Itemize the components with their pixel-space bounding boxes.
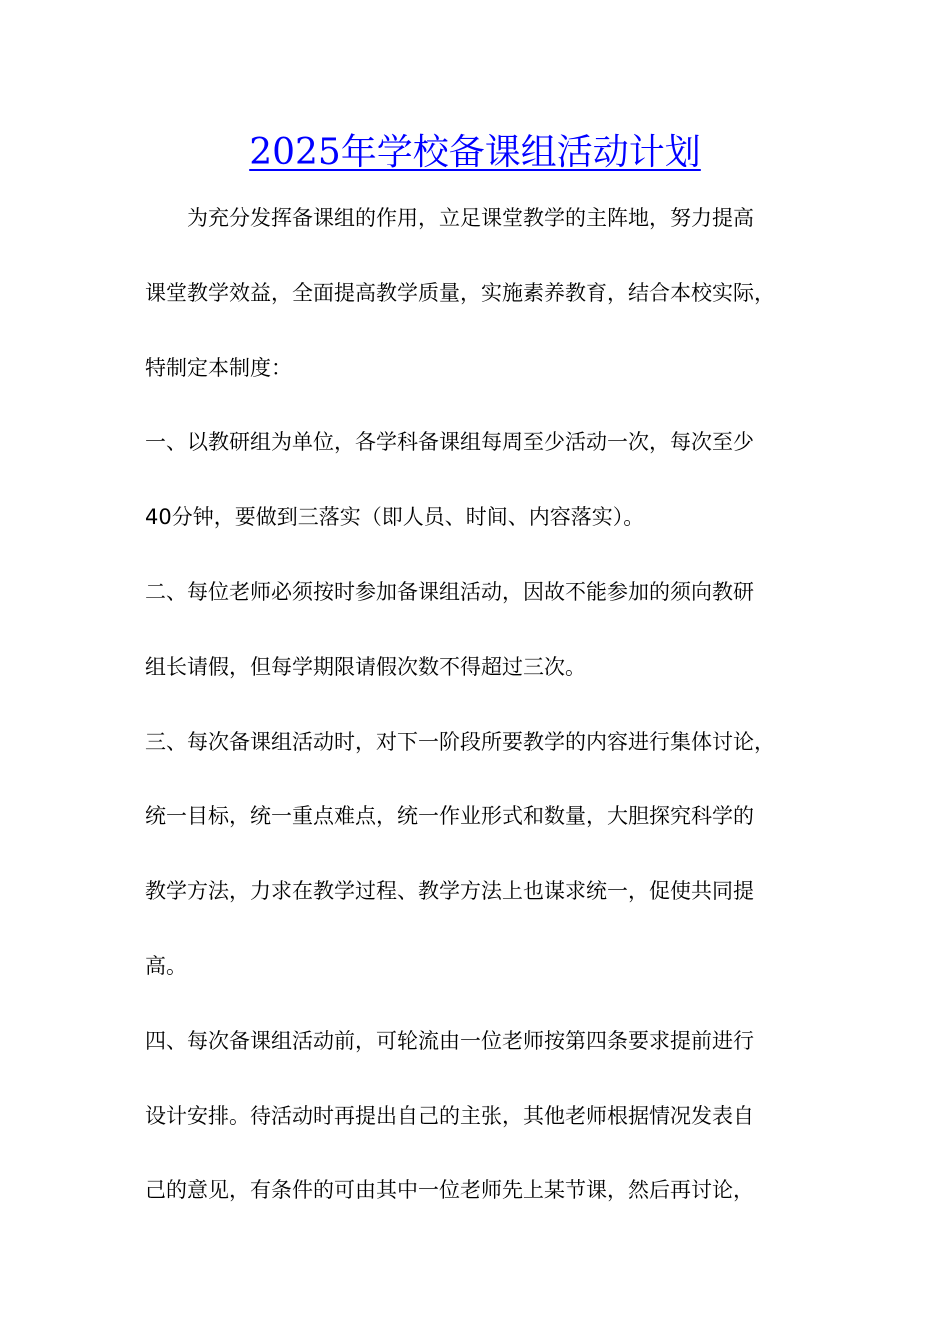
body-line: 课堂教学效益，全面提高教学质量，实施素养教育，结合本校实际， xyxy=(145,280,775,305)
body-line: 40分钟，要做到三落实（即人员、时间、内容落实）。 xyxy=(145,505,645,530)
body-line: 组长请假，但每学期限请假次数不得超过三次。 xyxy=(145,654,586,679)
body-line: 一、以教研组为单位，各学科备课组每周至少活动一次，每次至少 xyxy=(145,430,754,455)
document-body xyxy=(145,181,825,1228)
body-line: 设计安排。待活动时再提出自己的主张，其他老师根据情况发表自 xyxy=(145,1103,754,1128)
body-line: 特制定本制度： xyxy=(145,355,292,380)
body-line: 统一目标，统一重点难点，统一作业形式和数量，大胆探究科学的 xyxy=(145,804,754,829)
body-line: 四、每次备课组活动前，可轮流由一位老师按第四条要求提前进行 xyxy=(145,1028,754,1053)
document-title[interactable]: 2025年学校备课组活动计划 xyxy=(249,132,701,173)
body-line: 己的意见，有条件的可由其中一位老师先上某节课，然后再讨论， xyxy=(145,1178,754,1203)
body-line: 三、每次备课组活动时，对下一阶段所要教学的内容进行集体讨论， xyxy=(145,729,775,754)
body-line: 高。 xyxy=(145,953,187,978)
body-line: 为充分发挥备课组的作用，立足课堂教学的主阵地，努力提高 xyxy=(187,206,754,230)
body-line: 二、每位老师必须按时参加备课组活动，因故不能参加的须向教研 xyxy=(145,579,754,604)
body-line: 教学方法，力求在教学过程、教学方法上也谋求统一，促使共同提 xyxy=(145,879,754,904)
